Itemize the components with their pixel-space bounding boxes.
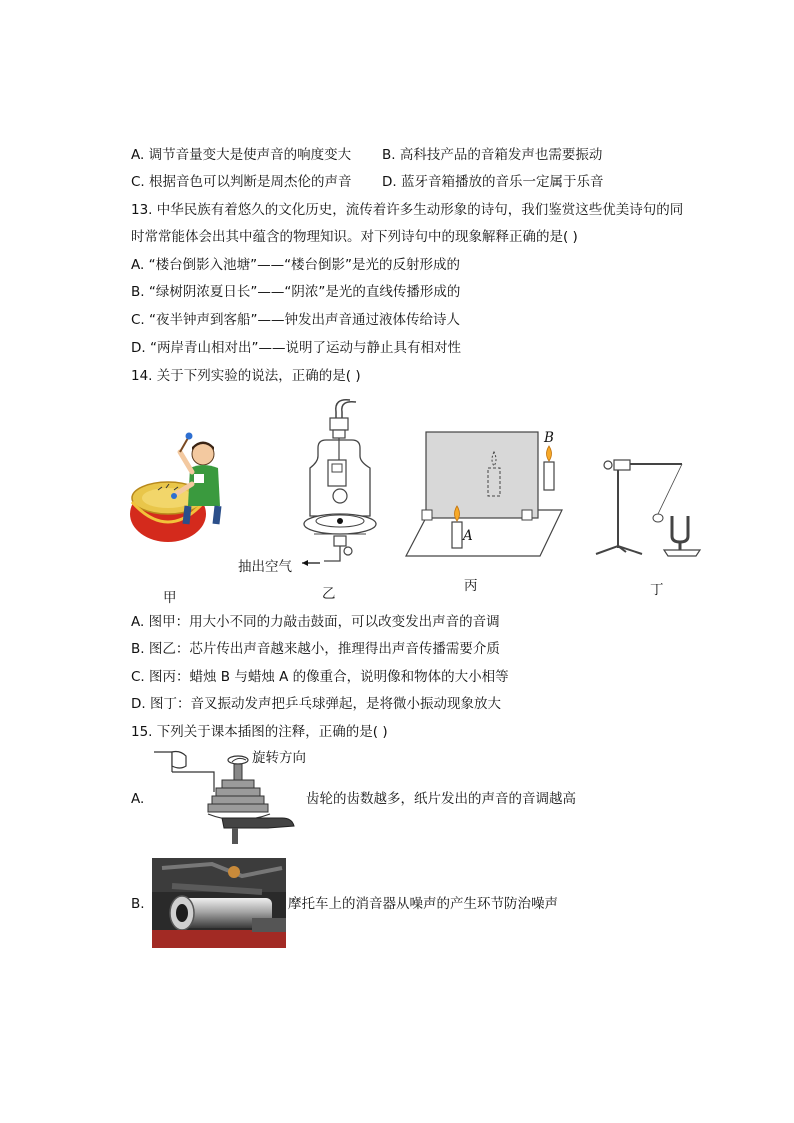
q15-option-a-label: A.: [131, 791, 145, 807]
q15-figure-motorcycle-muffler: [152, 858, 286, 948]
figure-bing-caption: 丙: [464, 578, 478, 594]
q12-option-b: B. 高科技产品的音箱发声也需要振动: [382, 147, 603, 163]
q13-stem-line-1: 13. 中华民族有着悠久的文化历史，流传着许多生动形象的诗句，我们鉴赏这些优美诗句的同: [131, 202, 684, 218]
q12-option-d: D. 蓝牙音箱播放的音乐一定属于乐音: [382, 174, 604, 190]
q12-option-a: A. 调节音量变大是使声音的响度变大: [131, 147, 352, 163]
figure-ding-caption: 丁: [650, 582, 664, 598]
figure-yi-bell-jar: [230, 396, 380, 576]
q15-option-b-label: B.: [131, 896, 145, 912]
q15-option-a-text: 齿轮的齿数越多，纸片发出的声音的音调越高: [306, 791, 576, 807]
figure-ding-tuning-fork: [592, 452, 708, 562]
q14-stem: 14. 关于下列实验的说法，正确的是( ): [131, 368, 361, 384]
figure-bing-mirror: [404, 428, 564, 562]
q13-option-b: B. “绿树阴浓夏日长”——“阴浓”是光的直线传播形成的: [131, 284, 461, 300]
figure-yi-pump-label: 抽出空气: [238, 559, 292, 575]
q14-option-c: C. 图丙：蜡烛 B 与蜡烛 A 的像重合，说明像和物体的大小相等: [131, 669, 509, 685]
figure-yi-caption: 乙: [322, 586, 336, 602]
candle-b-label: B: [544, 430, 554, 446]
q13-stem-line-2: 时常常能体会出其中蕴含的物理知识。对下列诗句中的现象解释正确的是( ): [131, 229, 578, 245]
q15-option-b-text: 摩托车上的消音器从噪声的产生环节防治噪声: [288, 896, 558, 912]
figure-jia-caption: 甲: [163, 590, 177, 606]
candle-a-label: A: [463, 528, 473, 544]
q12-option-c: C. 根据音色可以判断是周杰伦的声音: [131, 174, 352, 190]
q13-option-a: A. “楼台倒影入池塘”——“楼台倒影”是光的反射形成的: [131, 257, 461, 273]
q13-option-c: C. “夜半钟声到客船”——钟发出声音通过液体传给诗人: [131, 312, 460, 328]
q13-option-d: D. “两岸青山相对出”——说明了运动与静止具有相对性: [131, 340, 461, 356]
q15-stem: 15. 下列关于课本插图的注释，正确的是( ): [131, 724, 388, 740]
q15-option-a-figure-label: 旋转方向: [252, 750, 306, 766]
q14-option-a: A. 图甲：用大小不同的力敲击鼓面，可以改变发出声音的音调: [131, 614, 500, 630]
q14-option-d: D. 图丁：音叉振动发声把乒乓球弹起，是将微小振动现象放大: [131, 696, 501, 712]
figure-jia-drum: [128, 432, 228, 552]
q14-option-b: B. 图乙：芯片传出声音越来越小，推理得出声音传播需要介质: [131, 641, 500, 657]
